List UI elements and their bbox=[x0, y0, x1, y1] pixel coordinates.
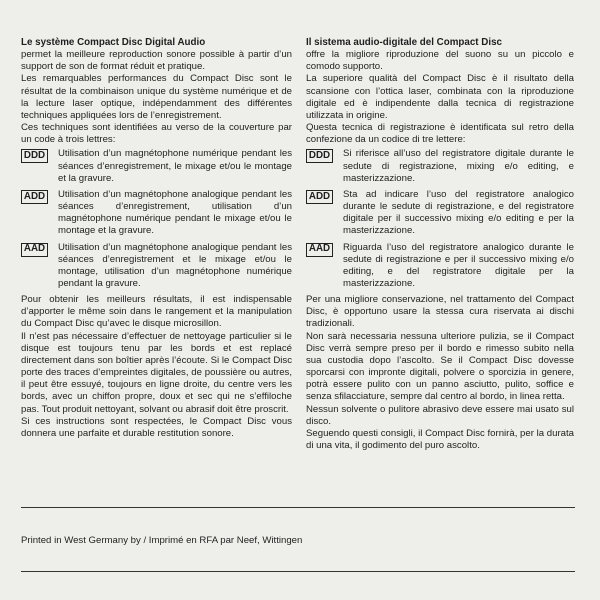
italian-paragraph: Per una migliore conservazione, nel trattamento del Compact Disc, è opportuno usare la stessa cura riservata ai dischi tradizionali. bbox=[306, 294, 574, 330]
italian-paragraph: Seguendo questi consigli, il Compact Disc fornirà, per la durata di una vita, il godimento del puro ascolto. bbox=[306, 427, 574, 451]
french-paragraph: Pour obtenir les meilleurs résultats, il est indispensable d’apporter le même soin dans le rangement et la manipulation du Compact Disc qu’avec le disque microsillon. bbox=[21, 294, 292, 330]
italian-paragraph: Nessun solvente o pulitore abrasivo deve essere mai usato sul disco. bbox=[306, 403, 574, 427]
code-description: Si riferisce all’uso del registratore digitale durante le sedute di registrazione, mixing e/o editing, e masterizzazione. bbox=[343, 148, 574, 184]
french-title: Le système Compact Disc Digital Audio bbox=[21, 37, 206, 48]
code-badge: AAD bbox=[306, 243, 333, 257]
code-badge: DDD bbox=[21, 149, 48, 163]
italian-paragraph: La superiore qualità del Compact Disc è il risultato della scansione con l’ottica laser, combinata con la riproduzione digitale ed è indipendente dalla tecnica di registrazione utilizzata in origine. bbox=[306, 73, 574, 121]
code-description: Utilisation d’un magnétophone numérique pendant les séances d’enregistrement, le mixage et/ou le montage et la gravure. bbox=[58, 148, 292, 184]
italian-code-aad bbox=[306, 242, 574, 291]
printed-credit: Printed in West Germany by / Imprimé en RFA par Neef, Wittingen bbox=[21, 535, 303, 546]
code-badge: AAD bbox=[21, 243, 48, 257]
french-column bbox=[21, 37, 292, 440]
code-badge: ADD bbox=[21, 190, 48, 204]
code-description: Utilisation d’un magnétophone analogique pendant les séances d’enregistrement et le mixage et/ou le montage, utilisation d’un magnétophone numérique pendant la gravure. bbox=[58, 241, 292, 289]
code-badge: ADD bbox=[306, 190, 333, 204]
french-paragraph: Si ces instructions sont respectées, le Compact Disc vous donnera une parfaite et durable restitution sonore. bbox=[21, 415, 292, 439]
divider-line bbox=[21, 507, 575, 508]
french-code-aad bbox=[21, 242, 292, 291]
french-code-ddd bbox=[21, 148, 292, 184]
italian-column bbox=[306, 37, 574, 452]
french-paragraph: Les remarquables performances du Compact Disc sont le résultat de la combinaison unique du système numérique et de la lecture laser optique, indépendamment des différentes techniques appliquées lors de l’enregistrement. bbox=[21, 73, 292, 121]
code-description: Riguarda l’uso del registratore analogico durante le sedute di registrazione e per il successivo mixing e/o editing, e del registratore digitale per la masterizzazione. bbox=[343, 241, 574, 289]
italian-paragraph: offre la migliore riproduzione del suono su un piccolo e comodo supporto. bbox=[306, 49, 574, 73]
french-paragraph: Il n’est pas nécessaire d’effectuer de nettoyage particulier si le disque est toujours tenu par les bords et est replacé directement dans son boîtier après l’écoute. Si le Compact Disc porte des traces d’empreintes digitales, de poussière ou autres, il peut être essuyé, toujours en ligne droite, du centre vers les bords, avec un chiffon propre, doux et sec qui ne s’effiloche pas. Tout produit nettoyant, solvant ou abrasif doit être proscrit. bbox=[21, 330, 292, 415]
divider-line bbox=[21, 571, 575, 572]
italian-title: Il sistema audio-digitale del Compact Disc bbox=[306, 37, 502, 48]
code-badge: DDD bbox=[306, 149, 333, 163]
italian-code-add bbox=[306, 189, 574, 238]
code-description: Utilisation d’un magnétophone analogique pendant les séances d’enregistrement, utilisation d’un magnétophone numérique pendant le mixage et/ou le montage et la gravure. bbox=[58, 188, 292, 237]
italian-paragraph: Questa tecnica di registrazione è identificata sul retro della confezione da un codice di tre lettere: bbox=[306, 122, 574, 146]
french-code-add bbox=[21, 189, 292, 238]
french-paragraph: Ces techniques sont identifiées au verso de la couverture par un code à trois lettres: bbox=[21, 122, 292, 146]
italian-code-ddd bbox=[306, 148, 574, 184]
code-description: Sta ad indicare l’uso del registratore analogico durante le sedute di registrazione, e del registratore digitale per il successivo mixing e/o editing e per la masterizzazione. bbox=[343, 188, 574, 237]
italian-paragraph: Non sarà necessaria nessuna ulteriore pulizia, se il Compact Disc verrà sempre preso per il bordo e rimesso subito nella sua custodia dopo l’ascolto. Se il Compact Disc dovesse sporcarsi con impronte digitali, polvere o sporcizia in genere, potrà essere pulito con un panno asciutto, pulito, soffice e senza sfilacciature, sempre dal centro al bordo, in linea retta. bbox=[306, 330, 574, 403]
french-paragraph: permet la meilleure reproduction sonore possible à partir d’un support de son de format réduit et pratique. bbox=[21, 49, 292, 73]
